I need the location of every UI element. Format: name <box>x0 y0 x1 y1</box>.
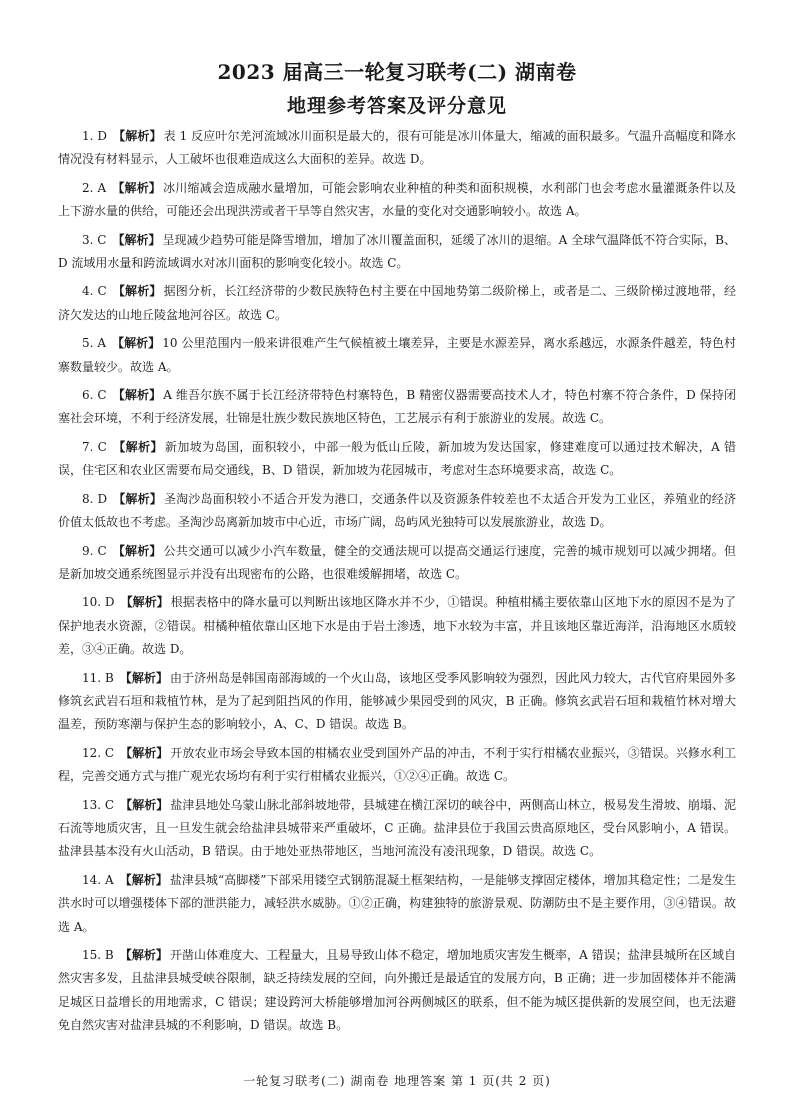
answer-item-2 <box>58 177 736 224</box>
analysis-tag: 【解析】 <box>113 129 162 143</box>
answer-item-8 <box>58 488 736 535</box>
answer-item-10 <box>58 591 736 661</box>
answer-number: 2. A <box>82 180 107 195</box>
answer-number: 5. A <box>82 336 106 351</box>
answer-item-14 <box>58 869 736 939</box>
answer-text: 呈现减少趋势可能是降雪增加，增加了冰川覆盖面积，延缓了冰川的退缩。A 全球气温降低不符合实际，B、D 流域用水量和跨流域调水对冰川面积的影响变化较小。故选 C。 <box>58 232 736 271</box>
answer-number: 10. D <box>82 595 115 610</box>
answer-number: 11. B <box>82 670 114 685</box>
analysis-tag: 【解析】 <box>112 180 162 195</box>
page-title: 2023 届高三一轮复习联考(二) 湖南卷 <box>217 60 577 84</box>
analysis-tag: 【解析】 <box>112 336 161 351</box>
answer-number: 9. C <box>82 543 107 558</box>
analysis-tag: 【解析】 <box>119 948 168 962</box>
analysis-tag: 【解析】 <box>120 595 169 610</box>
answer-text: 公共交通可以减少小汽车数量，健全的交通法规可以提高交通运行速度，完善的城市规划可以减少拥堵。但是新加坡交通系统图显示并没有出现密布的公路，也很难缓解拥堵，故选 C。 <box>58 543 736 581</box>
answer-text: 冰川缩减会造成融水量增加，可能会影响农业种植的种类和面积规模，水利部门也会考虑水量灌溉条件以及上下游水量的供给，可能还会出现洪涝或者干旱等自然灾害，水量的变化对交通影响较小。故选 A。 <box>58 180 736 219</box>
answer-number: 4. C <box>82 284 107 299</box>
answer-item-9 <box>58 540 736 587</box>
analysis-tag: 【解析】 <box>112 232 161 247</box>
analysis-tag: 【解析】 <box>120 745 169 760</box>
answer-item-13 <box>58 794 736 864</box>
answer-number: 8. D <box>82 491 108 506</box>
answer-text: 开凿山体难度大、工程量大，且易导致山体不稳定，增加地质灾害发生概率，A 错误；盐津县城所在区域自然灾害多发，且盐津县城受峡谷限制，缺乏持续发展的空间，向外搬迁是最适宜的发展方向，B 正确；进一步加固楼体并不能满足城区日益增长的用地需求，C 错误；建设跨河大桥能够增加河谷两侧城区的联系，但不能为城区提供新的发展空间，也无法避免自然灾害对盐津县城的不利影响，D 错误。故选 B。 <box>58 948 736 1033</box>
answer-number: 6. C <box>82 388 107 403</box>
analysis-tag: 【解析】 <box>112 388 162 403</box>
answer-text: 新加坡为岛国，面积较小，中部一般为低山丘陵，新加坡为发达国家，修建难度可以通过技术解决，A 错误，住宅区和农业区需要布局交通线，B、D 错误，新加坡为花园城市，考虑对生态环境要求高，故选 C。 <box>58 439 736 478</box>
answer-item-12 <box>58 742 736 789</box>
analysis-tag: 【解析】 <box>120 797 169 812</box>
answer-text: 据图分析，长江经济带的少数民族特色村主要在中国地势第二级阶梯上，或者是二、三级阶梯过渡地带，经济欠发达的山地丘陵盆地河谷区。故选 C。 <box>58 284 736 322</box>
answer-item-6 <box>58 384 736 431</box>
analysis-tag: 【解析】 <box>112 543 162 558</box>
answer-text: 根据表格中的降水量可以判断出该地区降水并不少，①错误。种植柑橘主要依靠山区地下水的原因不是为了保护地表水资源，②错误。柑橘种植依靠山区地下水是由于岩土渗透，地下水较为丰富，并且该地区靠近海洋，沿海地区水质较差，③④正确。故选 D。 <box>58 595 736 657</box>
answer-text: 盐津县地处乌蒙山脉北部斜坡地带，县城建在横江深切的峡谷中，两侧高山林立，极易发生滑坡、崩塌、泥石流等地质灾害，且一旦发生就会给盐津县城带来严重破坏，C 正确。盐津县位于我国云贵高原地区，受台风影响小，A 错误。盐津县基本没有火山活动，B 错误。由于地处亚热带地区，当地河流没有凌汛现象，D 错误。故选 C。 <box>58 797 736 859</box>
answer-list <box>58 125 736 1043</box>
answer-item-11 <box>58 667 736 737</box>
answer-number: 3. C <box>82 232 107 247</box>
answer-number: 15. B <box>82 948 114 962</box>
answer-text: 圣淘沙岛面积较小不适合开发为港口，交通条件以及资源条件较差也不太适合开发为工业区，养殖业的经济价值太低故也不考虑。圣淘沙岛离新加坡市中心近，市场广阔，岛屿风光独特可以发展旅游业，故选 D。 <box>58 491 736 530</box>
answer-number: 7. C <box>82 439 107 454</box>
answer-text: 开放农业市场会导致本国的柑橘农业受到国外产品的冲击，不利于实行柑橘农业振兴，③错误。兴修水利工程，完善交通方式与推广观光农场均有利于实行柑橘农业振兴，①②④正确。故选 C。 <box>58 745 736 784</box>
answer-number: 1. D <box>82 129 107 143</box>
answer-item-3 <box>58 229 736 276</box>
answer-number: 14. A <box>82 872 114 887</box>
answer-text: A 维吾尔族不属于长江经济带特色村寨特色，B 精密仪器需要高技术人才，特色村寨不符合条件，D 保持闭塞社会环境，不利于经济发展，壮锦是壮族少数民族地区特色，工艺展示有利于旅游业的发展。故选 C。 <box>58 388 736 426</box>
analysis-tag: 【解析】 <box>112 439 163 454</box>
answer-text: 由于济州岛是韩国南部海域的一个火山岛，该地区受季风影响较为强烈，因此风力较大，古代官府果园外多修筑玄武岩石垣和栽植竹林，是为了起到阻挡风的作用，能够减少果园受到的风灾，B 正确。修筑玄武岩石垣和栽植竹林对增大温差，预防寒潮与保护生态的影响较小，A、C、D 错误。故选 B。 <box>58 670 736 732</box>
answer-item-15 <box>58 944 736 1038</box>
analysis-tag: 【解析】 <box>112 284 162 299</box>
page-footer: 一轮复习联考(二) 湖南卷 地理答案 第 1 页(共 2 页) <box>243 1074 551 1088</box>
answer-item-1 <box>58 125 736 172</box>
answer-text: 10 公里范围内一般来讲很难产生气候植被土壤差异，主要是水源差异，离水系越远，水源条件越差，特色村寨数量较少。故选 A。 <box>58 336 736 374</box>
analysis-tag: 【解析】 <box>113 491 162 506</box>
answer-number: 13. C <box>82 797 115 812</box>
page-subtitle: 地理参考答案及评分意见 <box>286 95 507 117</box>
answer-text: 盐津县城“高脚楼”下部采用镂空式钢筋混凝土框架结构，一是能够支撑固定楼体，增加其稳定性；二是发生洪水时可以增强楼体下部的泄洪能力，减轻洪水威胁。①②正确，构建独特的旅游景观、防潮防虫不是主要作用，③④错误。故选 A。 <box>58 872 736 934</box>
answer-item-7 <box>58 436 736 483</box>
answer-item-4 <box>58 280 736 327</box>
answer-item-5 <box>58 332 736 379</box>
answer-number: 12. C <box>82 745 115 760</box>
analysis-tag: 【解析】 <box>119 670 168 685</box>
analysis-tag: 【解析】 <box>119 872 168 887</box>
answer-text: 表 1 反应叶尔羌河流域冰川面积是最大的，很有可能是冰川体量大，缩减的面积最多。气温升高幅度和降水情况没有材料显示，人工破坏也很难造成这么大面积的差异。故选 D。 <box>58 129 736 167</box>
